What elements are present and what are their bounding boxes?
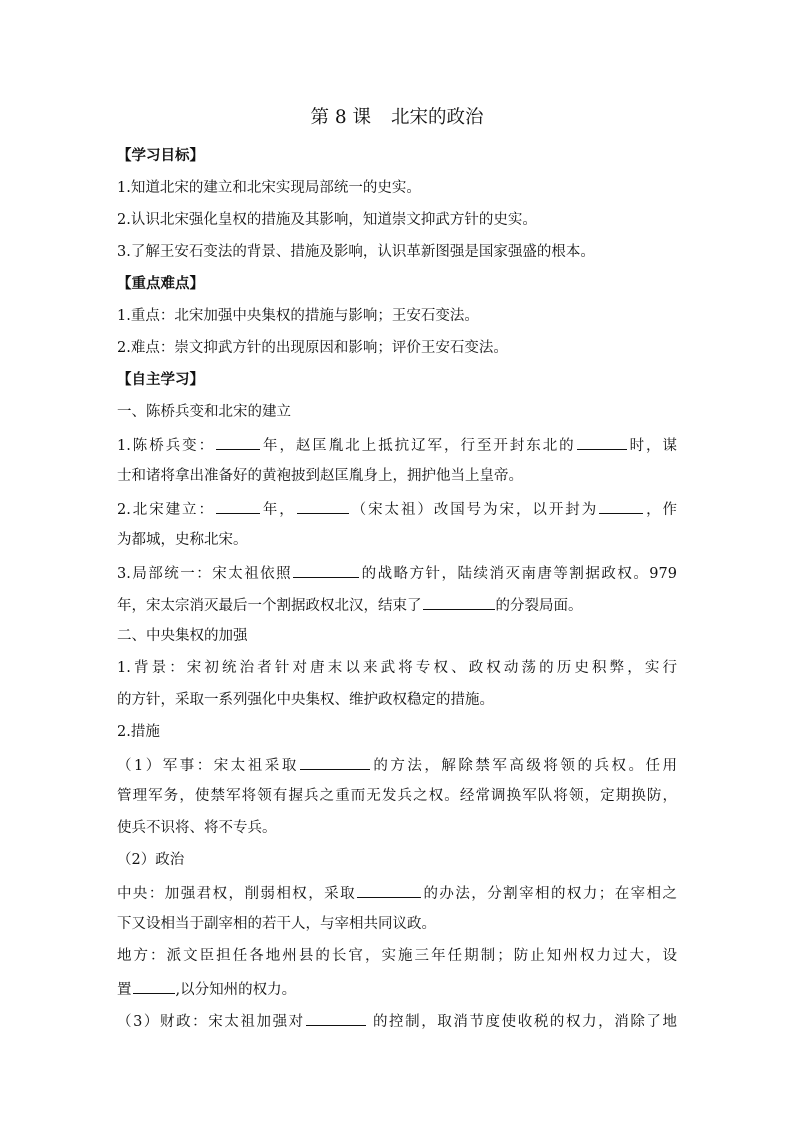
goal-item-1: 1.知道北宋的建立和北宋实现局部统一的史实。	[117, 180, 421, 196]
military-line-1: （1）军事：宋太祖采取 的方法，解除禁军高级将领的兵权。任用	[117, 754, 677, 776]
politics-heading: （2）政治	[117, 852, 185, 868]
lesson-name: 北宋的政治	[391, 107, 484, 128]
military-line-3: 使兵不识将、将不专兵。	[117, 820, 277, 836]
question-3-line-1: 3.局部统一：宋太祖依照 的战略方针，陆续消灭南唐等割据政权。979	[117, 562, 677, 584]
background-line-2: 的方针，采取一系列强化中央集权、维护政权稳定的措施。	[117, 692, 494, 708]
goals-heading: 【学习目标】	[117, 147, 204, 164]
question-1-line-1: 1.陈桥兵变： 年，赵匡胤北上抵抗辽军，行至开封东北的 时，谋	[117, 434, 677, 456]
military-line-2: 管理军务，使禁军将领有握兵之重而无发兵之权。经常调换军队将领，定期换防，	[117, 788, 677, 804]
fill-blank[interactable]	[293, 562, 359, 578]
background-line-1: 1.背景：宋初统治者针对唐末以来武将专权、政权动荡的历史积弊，实行	[117, 660, 677, 676]
local-line-2: 置 ,以分知州的权力。	[117, 978, 677, 1000]
fill-blank[interactable]	[423, 594, 495, 610]
question-1-line-2: 士和诸将拿出准备好的黄袍披到赵匡胤身上，拥护他当上皇帝。	[117, 468, 523, 484]
fill-blank[interactable]	[216, 498, 260, 514]
question-3-line-2: 年，宋太宗消灭最后一个割据政权北汉，结束了 的分裂局面。	[117, 594, 677, 616]
key-item-1: 1.重点：北宋加强中央集权的措施与影响；王安石变法。	[117, 308, 479, 324]
question-2-line-1: 2.北宋建立： 年， （宋太祖）改国号为宋，以开封为 ，作	[117, 498, 677, 520]
self-study-heading: 【自主学习】	[117, 371, 204, 388]
goal-item-3: 3.了解王安石变法的背景、措施及影响，认识革新图强是国家强盛的根本。	[117, 244, 595, 260]
fill-blank[interactable]	[599, 498, 643, 514]
fill-blank[interactable]	[216, 434, 260, 450]
central-line-1: 中央：加强君权，削弱相权，采取 的办法，分割宰相的权力；在宰相之	[117, 882, 677, 904]
part1-heading: 一、陈桥兵变和北宋的建立	[117, 404, 291, 420]
finance-line-1: （3）财政：宋太祖加强对 的控制，取消节度使收税的权力，消除了地	[117, 1010, 677, 1032]
question-2-line-2: 为都城，史称北宋。	[117, 532, 248, 548]
part2-heading: 二、中央集权的加强	[117, 628, 248, 644]
measures-heading: 2.措施	[117, 724, 160, 740]
fill-blank[interactable]	[133, 978, 175, 994]
page-title	[0, 106, 794, 130]
fill-blank[interactable]	[300, 754, 370, 770]
fill-blank[interactable]	[577, 434, 627, 450]
local-line-1: 地方：派文臣担任各地州县的长官，实施三年任期制；防止知州权力过大，设	[117, 948, 677, 964]
key-item-2: 2.难点：崇文抑武方针的出现原因和影响；评价王安石变法。	[117, 340, 508, 356]
fill-blank[interactable]	[297, 498, 349, 514]
central-line-2: 下又设相当于副宰相的若干人，与宰相共同议政。	[117, 916, 436, 932]
goal-item-2: 2.认识北宋强化皇权的措施及其影响，知道崇文抑武方针的史实。	[117, 212, 537, 228]
fill-blank[interactable]	[357, 882, 421, 898]
lesson-number: 第 8 课	[310, 107, 372, 128]
fill-blank[interactable]	[306, 1010, 366, 1026]
key-heading: 【重点难点】	[117, 275, 204, 292]
